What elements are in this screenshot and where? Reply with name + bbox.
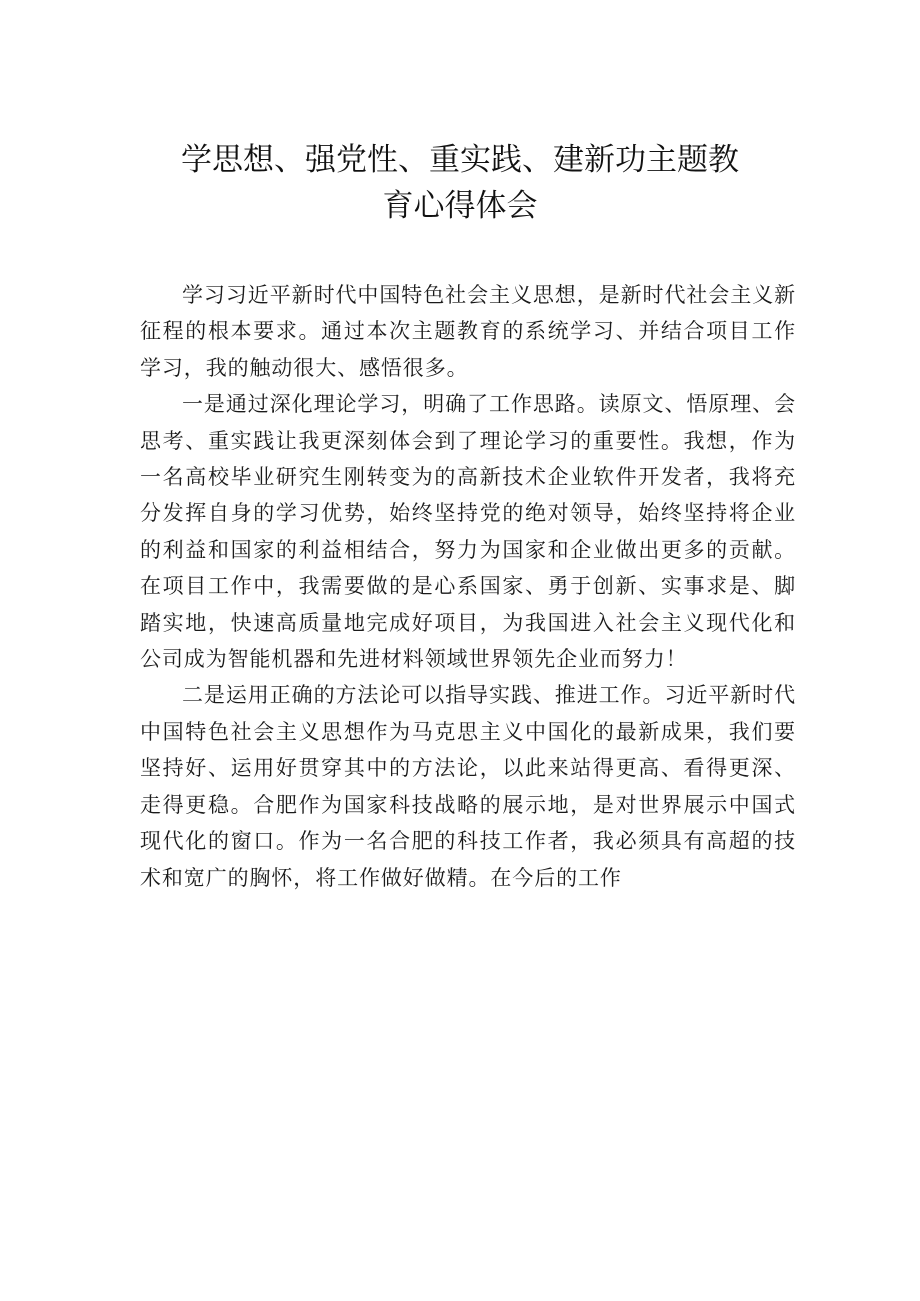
paragraph-point-one: 一是通过深化理论学习，明确了工作思路。读原文、悟原理、会思考、重实践让我更深刻体会到了理论学习的重要性。我想，作为一名高校毕业研究生刚转变为的高新技术企业软件开发者，我将充分发挥自身的学习优势，始终坚持党的绝对领导，始终坚持将企业的利益和国家的利益相结合，努力为国家和企业做出更多的贡献。在项目工作中，我需要做的是心系国家、勇于创新、实事求是、脚踏实地，快速高质量地完成好项目，为我国进入社会主义现代化和公司成为智能机器和先进材料领域世界领先企业而努力！ (140, 392, 796, 672)
title-line-2: 育心得体会 (382, 188, 538, 224)
paragraph-point-two: 二是运用正确的方法论可以指导实践、推进工作。习近平新时代中国特色社会主义思想作为马克思主义中国化的最新成果，我们要坚持好、运用好贯穿其中的方法论，以此来站得更高、看得更深、走得更稳。合肥作为国家科技战略的展示地，是对世界展示中国式现代化的窗口。作为一名合肥的科技工作者，我必须具有高超的技术和宽广的胸怀，将工作做好做精。在今后的工作 (140, 683, 796, 890)
document-body (140, 277, 796, 896)
paragraph-intro: 学习习近平新时代中国特色社会主义思想，是新时代社会主义新征程的根本要求。通过本次主题教育的系统学习、并结合项目工作学习，我的触动很大、感悟很多。 (140, 283, 796, 380)
title-line-1: 学思想、强党性、重实践、建新功主题教 (181, 142, 739, 178)
document-title (130, 137, 790, 229)
